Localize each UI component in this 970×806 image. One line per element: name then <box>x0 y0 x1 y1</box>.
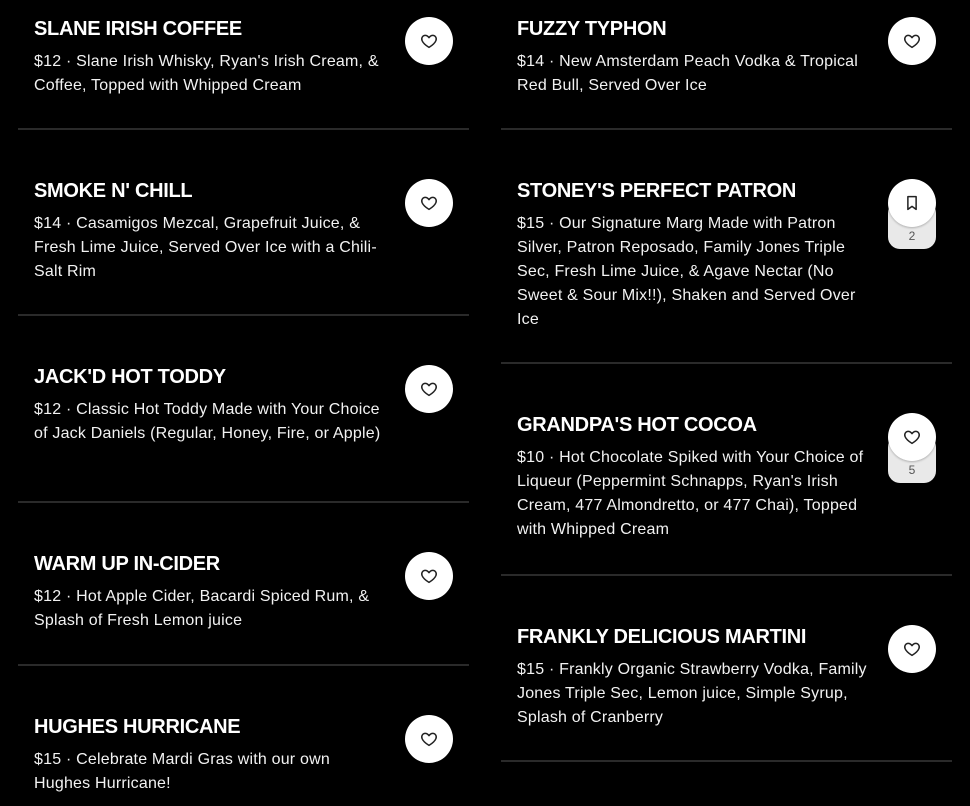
item-title: JACK'D HOT TODDY <box>34 366 226 388</box>
divider <box>18 664 469 666</box>
heart-outline-icon <box>420 730 438 748</box>
divider <box>18 501 469 503</box>
item-description: $12 · Classic Hot Toddy Made with Your Choice of Jack Daniels (Regular, Honey, Fire, or Apple) <box>34 401 381 442</box>
favorite-button[interactable] <box>888 17 936 65</box>
item-description: $14 · Casamigos Mezcal, Grapefruit Juice, & Fresh Lime Juice, Served Over Ice with a Chili-Salt Rim <box>34 215 377 280</box>
bookmark-count-group <box>888 179 936 249</box>
favorite-count: 5 <box>908 463 916 477</box>
item-description: $15 · Frankly Organic Strawberry Vodka, Family Jones Triple Sec, Lemon juice, Simple Syrup, Splash of Cranberry <box>517 661 867 726</box>
divider <box>501 760 952 762</box>
item-title: SMOKE N' CHILL <box>34 180 193 202</box>
favorite-count-group <box>888 413 936 483</box>
bookmark-button[interactable] <box>888 179 936 227</box>
heart-outline-icon <box>420 194 438 212</box>
item-title: FRANKLY DELICIOUS MARTINI <box>517 626 807 648</box>
item-description: $14 · New Amsterdam Peach Vodka & Tropical Red Bull, Served Over Ice <box>517 53 859 94</box>
heart-outline-icon <box>420 32 438 50</box>
item-description: $15 · Our Signature Marg Made with Patron Silver, Patron Reposado, Family Jones Triple Sec, Fresh Lime Juice, & Agave Nectar (No Sweet & Sour Mix!!), Shaken and Served Over Ice <box>517 215 856 328</box>
heart-outline-icon <box>903 428 921 446</box>
favorite-button[interactable] <box>405 715 453 763</box>
favorite-button[interactable] <box>888 413 936 461</box>
item-description: $10 · Hot Chocolate Spiked with Your Choice of Liqueur (Peppermint Schnapps, Ryan's Irish Cream, 477 Almondretto, or 477 Chai), Topped with Whipped Cream <box>517 449 864 538</box>
favorite-button[interactable] <box>888 625 936 673</box>
item-description: $12 · Slane Irish Whisky, Ryan's Irish Cream, & Coffee, Topped with Whipped Cream <box>34 53 379 94</box>
divider <box>501 128 952 130</box>
heart-outline-icon <box>903 32 921 50</box>
favorite-button[interactable] <box>405 179 453 227</box>
bookmark-icon <box>903 194 921 212</box>
item-title: SLANE IRISH COFFEE <box>34 18 242 40</box>
saved-count: 2 <box>908 229 916 243</box>
divider <box>18 314 469 316</box>
item-description: $15 · Celebrate Mardi Gras with our own Hughes Hurricane! <box>34 751 330 792</box>
item-title: WARM UP IN-CIDER <box>34 553 220 575</box>
divider <box>501 574 952 576</box>
item-description: $12 · Hot Apple Cider, Bacardi Spiced Rum, & Splash of Fresh Lemon juice <box>34 588 370 629</box>
favorite-button[interactable] <box>405 365 453 413</box>
heart-outline-icon <box>420 380 438 398</box>
divider <box>18 128 469 130</box>
item-title: HUGHES HURRICANE <box>34 716 241 738</box>
heart-outline-icon <box>903 640 921 658</box>
favorite-button[interactable] <box>405 17 453 65</box>
heart-outline-icon <box>420 567 438 585</box>
item-title: GRANDPA'S HOT COCOA <box>517 414 757 436</box>
favorite-button[interactable] <box>405 552 453 600</box>
item-title: STONEY'S PERFECT PATRON <box>517 180 796 202</box>
item-title: FUZZY TYPHON <box>517 18 667 40</box>
divider <box>501 362 952 364</box>
